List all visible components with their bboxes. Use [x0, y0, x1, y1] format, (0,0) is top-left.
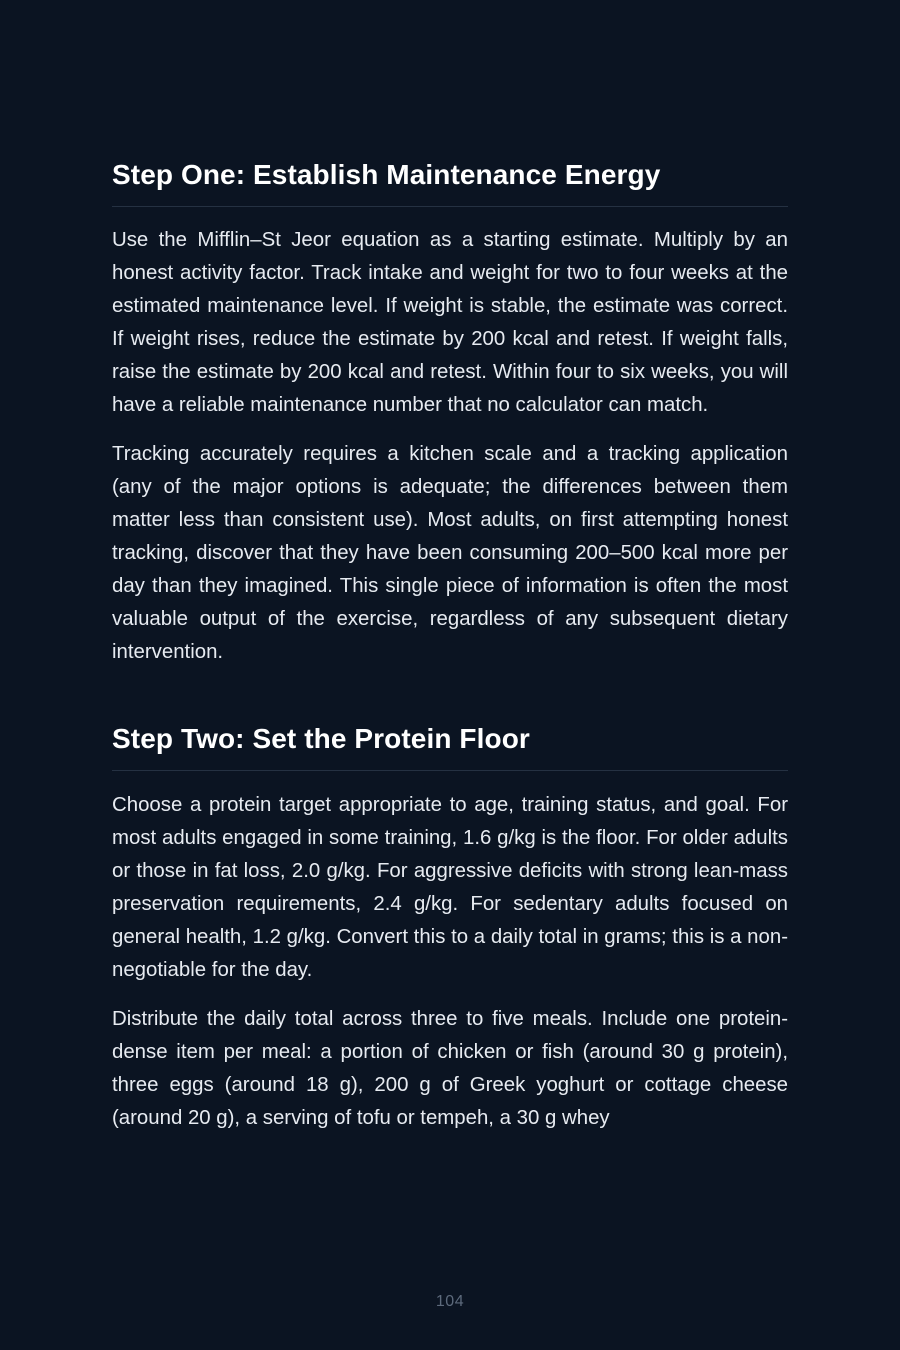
paragraph: Choose a protein target appropriate to age, training status, and goal. For most adults engaged in some training, 1.6 g/kg is the floor. For older adults or those in fat loss, 2.0 g/kg. For aggressive deficits with strong lean-mass preservation requirements, 2.4 g/kg. For sedentary adults focused on general health, 1.2 g/kg. Convert this to a daily total in grams; this is a non-negotiable for the day. — [112, 794, 788, 981]
page-number: 104 — [435, 1293, 465, 1310]
paragraph: Distribute the daily total across three to five meals. Include one protein-dense item per meal: a portion of chicken or fish (around 30 g protein), three eggs (around 18 g), 200 g of Greek yoghurt or cottage cheese (around 20 g), a serving of tofu or tempeh, a 30 g whey — [112, 1008, 788, 1129]
section-step-one — [112, 158, 788, 669]
page-content — [112, 158, 788, 1135]
section-step-two — [112, 722, 788, 1135]
heading-divider — [112, 206, 788, 207]
paragraph: Use the Mifflin–St Jeor equation as a starting estimate. Multiply by an honest activity factor. Track intake and weight for two to four weeks at the estimated maintenance level. If weight is stable, the estimate was correct. If weight rises, reduce the estimate by 200 kcal and retest. If weight falls, raise the estimate by 200 kcal and retest. Within four to six weeks, you will have a reliable maintenance number that no calculator can match. — [112, 229, 788, 416]
heading-divider — [112, 770, 788, 771]
section-heading: Step One: Establish Maintenance Energy — [112, 159, 661, 190]
paragraph: Tracking accurately requires a kitchen scale and a tracking application (any of the major options is adequate; the differences between them matter less than consistent use). Most adults, on first attempting honest tracking, discover that they have been consuming 200–500 kcal more per day than they imagined. This single piece of information is often the most valuable output of the exercise, regardless of any subsequent dietary intervention. — [112, 443, 788, 663]
section-heading: Step Two: Set the Protein Floor — [112, 723, 530, 754]
